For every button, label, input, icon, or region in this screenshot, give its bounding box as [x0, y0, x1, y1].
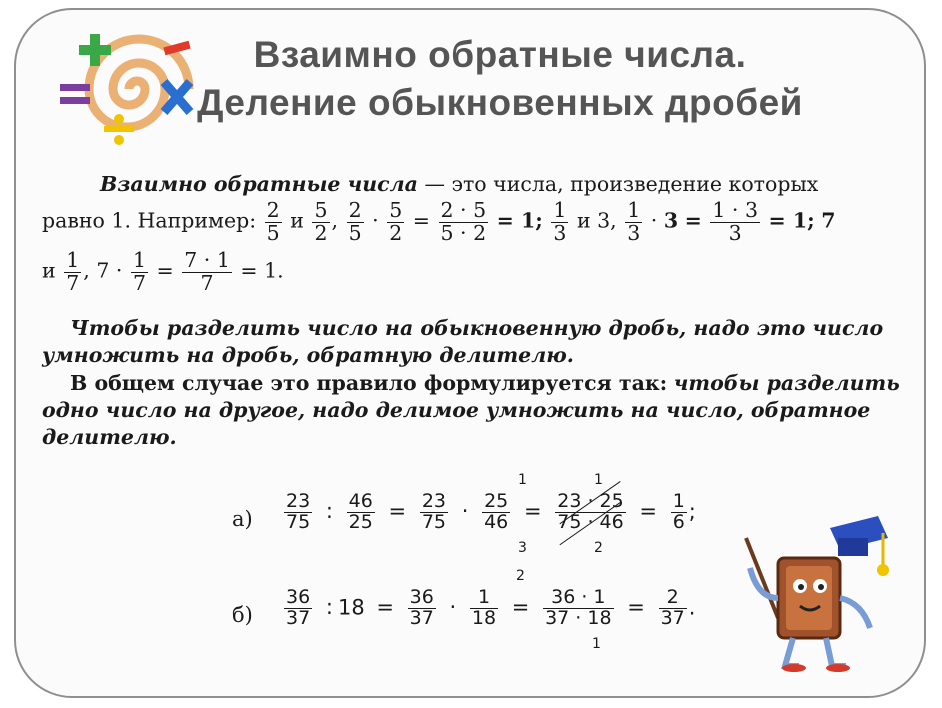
cancel-note: 1	[518, 472, 527, 488]
fraction-1-3: $\frac{1}{3}$	[627, 198, 641, 245]
fraction-1-6: $\frac{1}{6}$	[672, 490, 685, 533]
rule2-line1: В общем случае это правило формулируется так: чтобы разделить	[70, 371, 900, 395]
definition-line2: равно 1. Например: $\frac{2}{5}$ и $\frac{5}{2}$ , $\frac{2}{5}$ · $\frac{5}{2}$ = $\frac{2 \cdot 5}{5 \cdot 2}$ = 1; $\frac{1}{3}$ и 3, $\frac{1}{3}$ · 3 = $\frac{1 \cdot 3}{3}$ = 1; 7	[42, 198, 836, 245]
fraction-cancel-a: $\frac{23 \cdot 25}{75 \cdot 46}$	[557, 490, 624, 533]
rule2-line2: одно число на другое, надо делимое умножить на число, обратное	[42, 398, 871, 422]
definition-line1	[100, 172, 818, 196]
page-title-line1: Взаимно обратные числа.	[253, 34, 747, 75]
fraction-36-37: $\frac{36}{37}$	[286, 586, 311, 629]
definition-line3: и $\frac{1}{7}$ , 7 · $\frac{1}{7}$ = $\frac{7 \cdot 1}{7}$ = 1.	[42, 248, 284, 295]
dot-operator: ·	[372, 208, 379, 233]
definition-text: — это числа, произведение которых	[417, 172, 819, 196]
rule1-line1: Чтобы разделить число на обыкновенную дробь, надо это число	[70, 316, 884, 340]
fraction-36-37: $\frac{36}{37}$	[409, 586, 434, 629]
fraction-23-75: $\frac{23}{75}$	[421, 490, 446, 533]
fraction-5-2: $\frac{5}{2}$	[389, 198, 403, 245]
fraction-product: $\frac{7 \cdot 1}{7}$	[184, 248, 230, 295]
cancel-note: 2	[516, 568, 525, 584]
fraction-2-37: $\frac{2}{37}$	[660, 586, 685, 629]
fraction-1-7: $\frac{1}{7}$	[132, 248, 146, 295]
fraction-1-7: $\frac{1}{7}$	[66, 248, 80, 295]
rule1-line2: умножить на дробь, обратную делителю.	[42, 343, 574, 367]
page-title-line2: Деление обыкновенных дробей	[197, 82, 803, 123]
example-b-label: б)	[232, 603, 253, 627]
and-word: и	[290, 208, 304, 233]
fraction-2-5: $\frac{2}{5}$	[266, 198, 280, 245]
definition-term: Взаимно обратные числа	[100, 172, 418, 196]
fraction-1-3: $\frac{1}{3}$	[553, 198, 567, 245]
example-a-label: а)	[232, 507, 253, 531]
plus-icon	[79, 34, 111, 66]
cancel-note: 3	[518, 540, 527, 556]
example-a: $\frac{23}{75}$ : $\frac{46}{25}$ = $\frac{23}{75}$ · $\frac{25}{46}$ = $\frac{23 \cdot 25}{75 \cdot 46}$ = $\frac{1}{6}$ ;	[286, 490, 696, 533]
fraction-product: $\frac{1 \cdot 3}{3}$	[712, 198, 759, 245]
fraction-2-5: $\frac{2}{5}$	[348, 198, 362, 245]
cancel-note: 2	[594, 540, 603, 556]
example-b: $\frac{36}{37}$ : 18 = $\frac{36}{37}$ · $\frac{1}{18}$ = $\frac{36 \cdot 1}{37 \cdot 18}$ = $\frac{2}{37}$ .	[286, 586, 696, 629]
fraction-46-25: $\frac{46}{25}$	[348, 490, 373, 533]
fraction-product: $\frac{2 \cdot 5}{5 \cdot 2}$	[440, 198, 487, 245]
book-mascot-illustration	[738, 498, 898, 673]
example-intro: равно 1. Например:	[42, 208, 257, 233]
fraction-1-18: $\frac{1}{18}$	[471, 586, 497, 629]
fraction-25-46: $\frac{25}{46}$	[484, 490, 509, 533]
cancel-note: 1	[592, 636, 601, 652]
cancel-note: 1	[594, 472, 603, 488]
fraction-23-75: $\frac{23}{75}$	[286, 490, 311, 533]
rule2-line3: делителю.	[42, 425, 177, 449]
fraction-cancel-b: $\frac{36 \cdot 1}{37 \cdot 18}$	[545, 586, 612, 629]
fraction-5-2: $\frac{5}{2}$	[314, 198, 328, 245]
